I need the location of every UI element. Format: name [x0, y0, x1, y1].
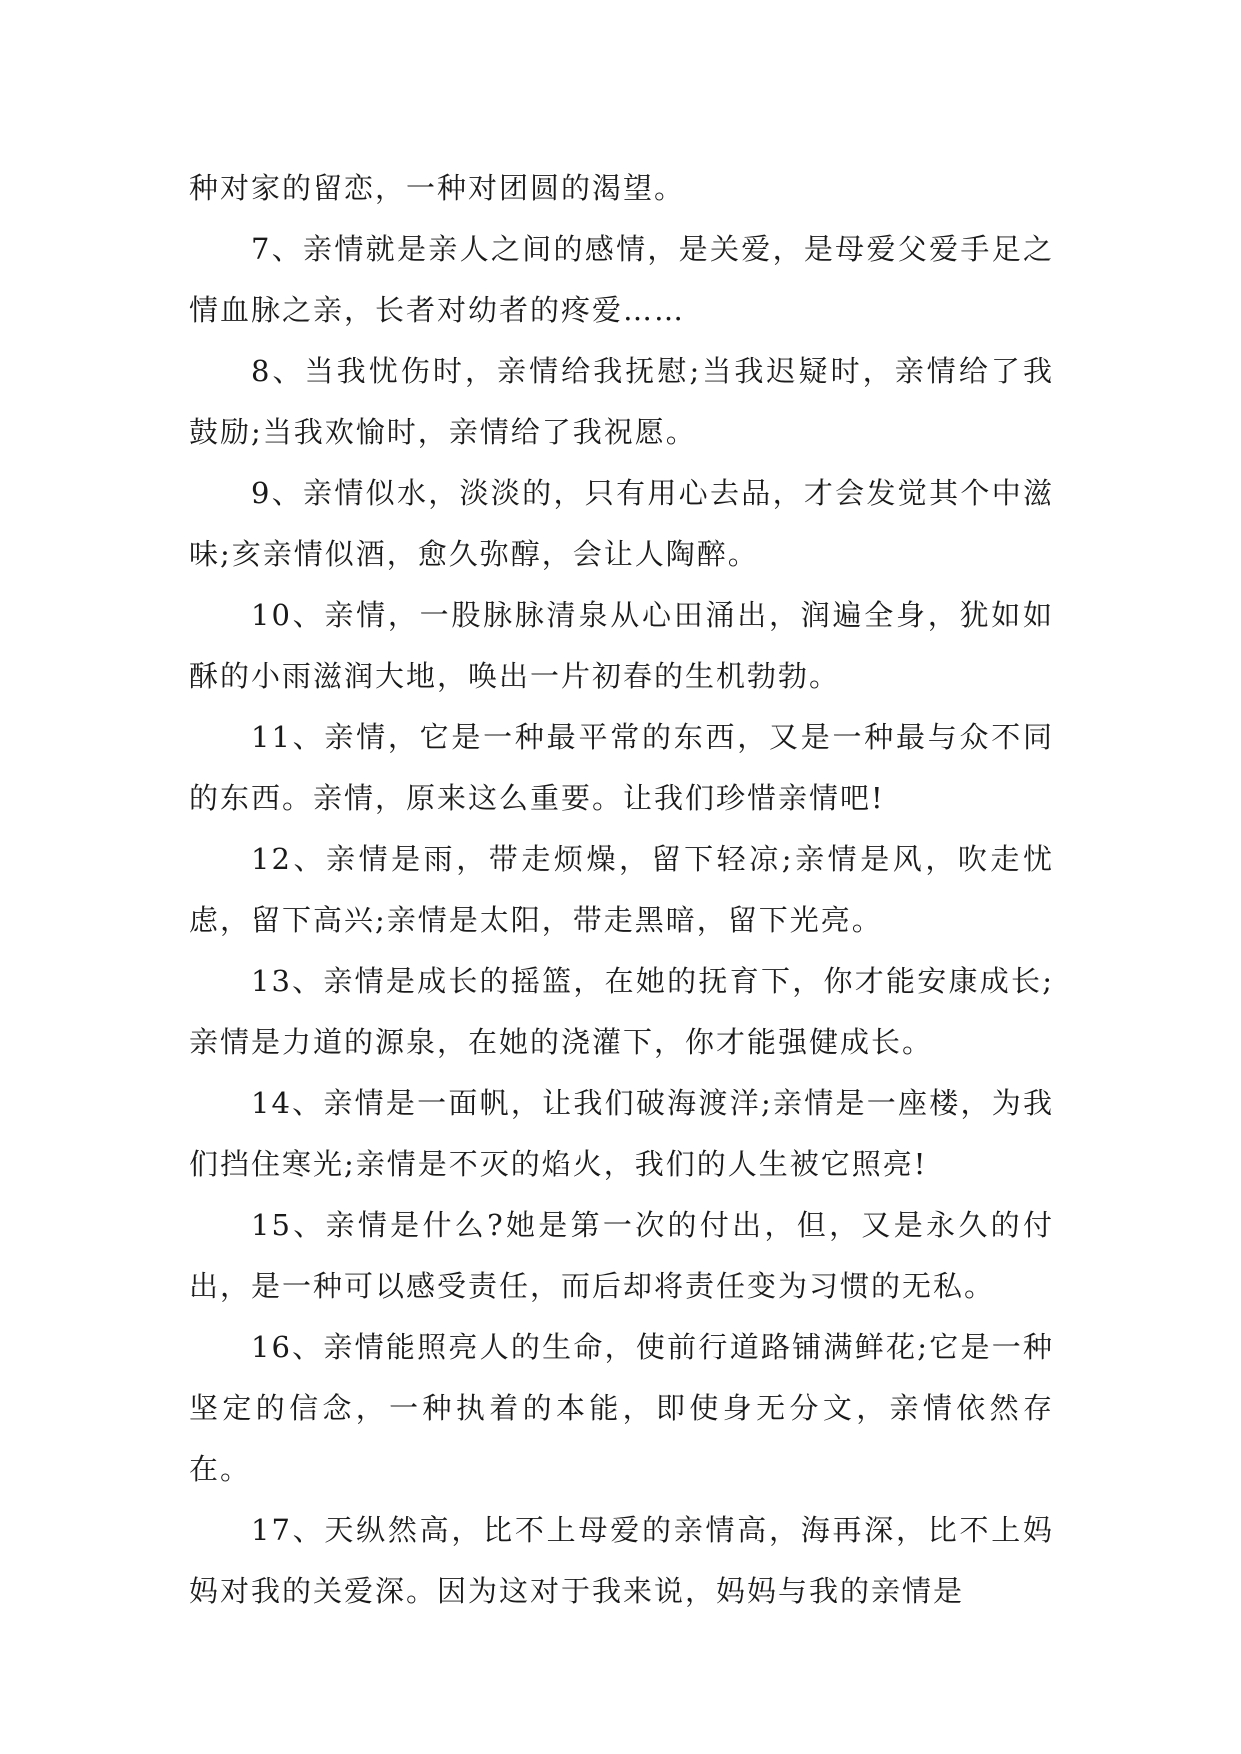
- paragraph-10: 15、亲情是什么?她是第一次的付出，但，又是永久的付出，是一种可以感受责任，而后却将责任变为习惯的无私。: [189, 1208, 1054, 1303]
- paragraph-12: 17、天纵然高，比不上母爱的亲情高，海再深，比不上妈妈对我的关爱深。因为这对于我来说，妈妈与我的亲情是: [189, 1513, 1054, 1608]
- paragraph-2: 7、亲情就是亲人之间的感情，是关爱，是母爱父爱手足之情血脉之亲，长者对幼者的疼爱……: [189, 232, 1054, 327]
- paragraph-4: 9、亲情似水，淡淡的，只有用心去品，才会发觉其个中滋味;亥亲情似酒，愈久弥醇，会让人陶醉。: [189, 476, 1054, 571]
- document-body: [189, 158, 1054, 1622]
- paragraph-5: 10、亲情，一股脉脉清泉从心田涌出，润遍全身，犹如如酥的小雨滋润大地，唤出一片初春的生机勃勃。: [189, 598, 1054, 693]
- paragraph-11: 16、亲情能照亮人的生命，使前行道路铺满鲜花;它是一种坚定的信念，一种执着的本能，即使身无分文，亲情依然存在。: [189, 1330, 1054, 1486]
- paragraph-8: 13、亲情是成长的摇篮，在她的抚育下，你才能安康成长;亲情是力道的源泉，在她的浇灌下，你才能强健成长。: [189, 964, 1054, 1059]
- paragraph-7: 12、亲情是雨，带走烦燥，留下轻凉;亲情是风，吹走忧虑，留下高兴;亲情是太阳，带走黑暗，留下光亮。: [189, 842, 1054, 937]
- paragraph-3: 8、当我忧伤时，亲情给我抚慰;当我迟疑时，亲情给了我鼓励;当我欢愉时，亲情给了我祝愿。: [189, 354, 1054, 449]
- paragraph-1: 种对家的留恋，一种对团圆的渴望。: [189, 171, 686, 205]
- paragraph-9: 14、亲情是一面帆，让我们破海渡洋;亲情是一座楼，为我们挡住寒光;亲情是不灭的焰火，我们的人生被它照亮!: [189, 1086, 1054, 1181]
- paragraph-6: 11、亲情，它是一种最平常的东西，又是一种最与众不同的东西。亲情，原来这么重要。让我们珍惜亲情吧!: [189, 720, 1054, 815]
